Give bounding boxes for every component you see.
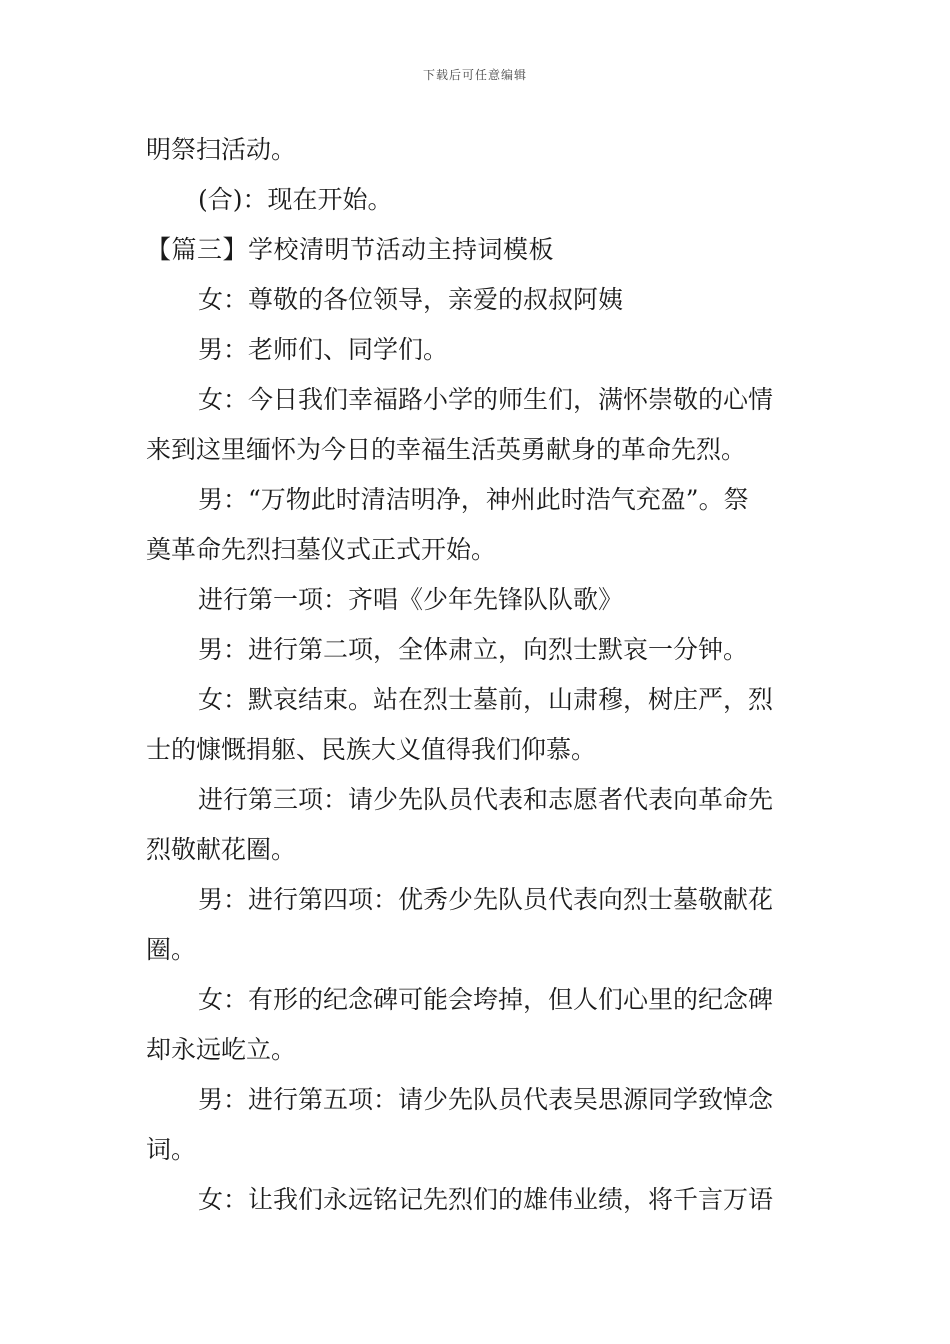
text-line: 女：有形的纪念碑可能会垮掉，但人们心里的纪念碑 xyxy=(198,985,774,1014)
text-line: 女：尊敬的各位领导，亲爱的叔叔阿姨 xyxy=(198,285,624,314)
page-header-note: 下载后可任意编辑 xyxy=(422,68,527,82)
text-line: 男：“万物此时清洁明净，神州此时浩气充盈”。祭 xyxy=(198,485,749,514)
text-line: 烈敬献花圈。 xyxy=(146,835,297,864)
text-line: 男：老师们、同学们。 xyxy=(198,335,449,364)
text-line: 女：让我们永远铭记先烈们的雄伟业绩，将千言万语 xyxy=(198,1185,774,1214)
text-line: (合)：现在开始。 xyxy=(198,185,393,214)
document-body xyxy=(146,125,806,1225)
text-line: 明祭扫活动。 xyxy=(146,135,297,164)
text-line: 却永远屹立。 xyxy=(146,1035,297,1064)
text-line: 男：进行第五项：请少先队员代表吴思源同学致悼念 xyxy=(198,1085,774,1114)
section-title: 【篇三】学校清明节活动主持词模板 xyxy=(146,235,555,264)
text-line: 进行第三项：请少先队员代表和志愿者代表向革命先 xyxy=(198,785,774,814)
text-line: 女：默哀结束。站在烈士墓前，山肃穆，树庄严，烈 xyxy=(198,685,774,714)
text-line: 词。 xyxy=(146,1135,197,1164)
text-line: 男：进行第四项：优秀少先队员代表向烈士墓敬献花 xyxy=(198,885,774,914)
text-line: 圈。 xyxy=(146,935,197,964)
text-line: 奠革命先烈扫墓仪式正式开始。 xyxy=(146,535,497,564)
text-line: 士的慷慨捐躯、民族大义值得我们仰慕。 xyxy=(146,735,597,764)
text-line: 来到这里缅怀为今日的幸福生活英勇献身的革命先烈。 xyxy=(146,435,747,464)
text-line: 男：进行第二项，全体肃立，向烈士默哀一分钟。 xyxy=(198,635,749,664)
text-line: 进行第一项：齐唱《少年先锋队队歌》 xyxy=(198,585,624,614)
text-line: 女：今日我们幸福路小学的师生们，满怀崇敬的心情 xyxy=(198,385,774,414)
